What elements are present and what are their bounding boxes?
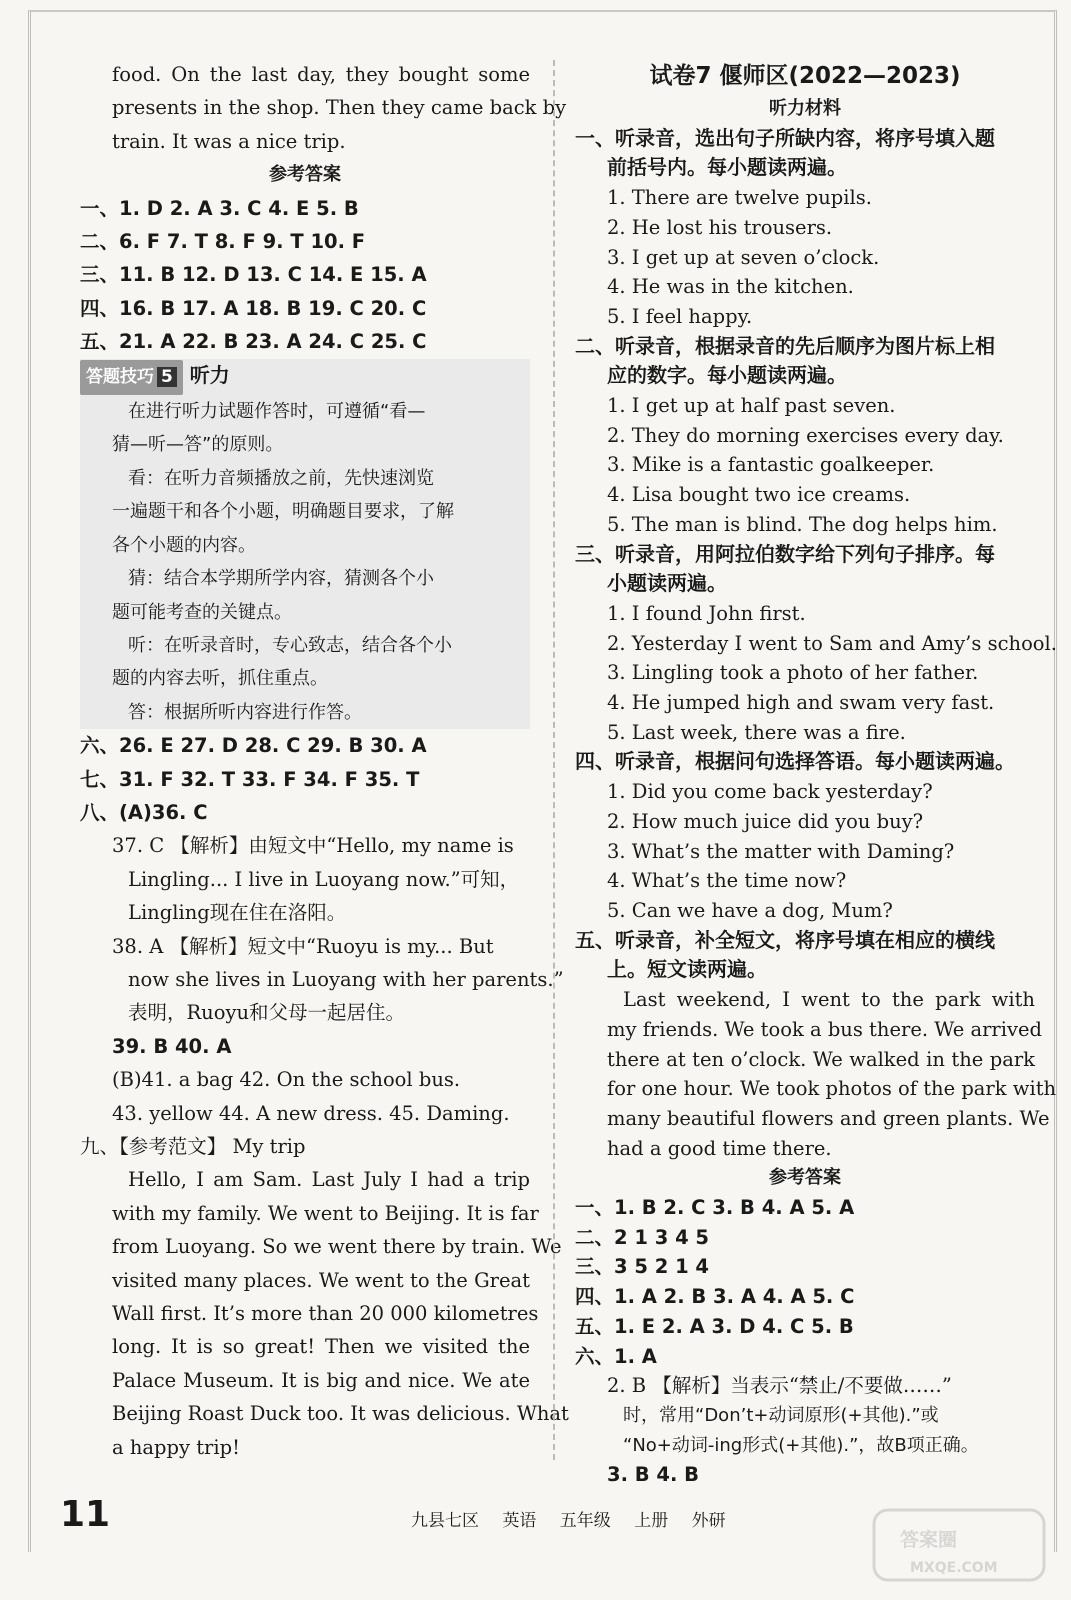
left-line: (B)41. a bag 42. On the school bus.	[112, 1068, 461, 1092]
right-line: 5. Last week, there was a fire.	[607, 720, 906, 744]
column-divider	[553, 60, 555, 1460]
left-line: 题的内容去听，抓住重点。	[80, 662, 530, 695]
right-line: 参考答案	[769, 1167, 841, 1189]
left-line: 在进行听力试题作答时，可遵循“看—	[80, 395, 530, 428]
left-line: a happy trip!	[112, 1435, 240, 1459]
left-line: 四、16. B 17. A 18. B 19. C 20. C	[80, 296, 427, 320]
footer-series: 九县七区 英语 五年级 上册 外研	[411, 1511, 726, 1531]
right-line: 4. What’s the time now?	[607, 869, 847, 893]
right-line: 三、3 5 2 1 4	[575, 1255, 709, 1279]
left-line: 猜—听—答”的原则。	[80, 428, 530, 461]
left-column	[80, 58, 569, 1464]
left-line: 五、21. A 22. B 23. A 24. C 25. C	[80, 330, 427, 354]
left-line: 39. B 40. A	[112, 1034, 232, 1058]
left-line: train. It was a nice trip.	[112, 129, 346, 153]
right-line: 二、2 1 3 4 5	[575, 1225, 709, 1249]
left-line: 38. A 【解析】短文中“Ruoyu is my... But	[112, 934, 494, 958]
right-line: 一、听录音，选出句子所缺内容，将序号填入题	[575, 125, 995, 150]
right-column	[575, 58, 1057, 1490]
left-line: 答：根据所听内容进行作答。	[80, 696, 530, 729]
right-line: “No+动词-ing形式(+其他).”，故B项正确。	[623, 1434, 979, 1456]
left-line: now she lives in Luoyang with her parents.”	[128, 967, 564, 991]
right-line: 四、听录音，根据问句选择答语。每小题读两遍。	[575, 749, 1015, 774]
right-line: 4. Lisa bought two ice creams.	[607, 483, 911, 507]
right-line: 3. Lingling took a photo of her father.	[607, 661, 979, 685]
watermark-url: MXQE.COM	[910, 1560, 998, 1576]
right-line: 5. I feel happy.	[607, 304, 753, 328]
left-line: 一遍题干和各个小题，明确题目要求，了解	[80, 495, 530, 528]
right-line: 2. He lost his trousers.	[607, 215, 833, 239]
watermark-title: 答案圈	[900, 1529, 958, 1551]
right-line: 1. There are twelve pupils.	[607, 186, 872, 210]
left-line: 题可能考查的关键点。	[80, 596, 530, 629]
right-line: 3. What’s the matter with Daming?	[607, 839, 955, 863]
right-line: there at ten o’clock. We walked in the park	[607, 1047, 1035, 1071]
right-line: 听力材料	[769, 98, 841, 119]
right-line: 1. I found John first.	[607, 601, 806, 625]
left-line: 九、【参考范文】 My trip	[80, 1135, 306, 1158]
right-line: 1. Did you come back yesterday?	[607, 780, 933, 804]
right-line: 3. I get up at seven o’clock.	[607, 245, 880, 269]
left-line: 六、26. E 27. D 28. C 29. B 30. A	[80, 734, 427, 758]
right-line: had a good time there.	[607, 1136, 832, 1160]
right-line: 2. Yesterday I went to Sam and Amy’s school.	[607, 631, 1057, 655]
left-line: with my family. We went to Beijing. It is far	[112, 1201, 539, 1225]
right-line: 2. They do morning exercises every day.	[607, 423, 1004, 447]
left-line: 43. yellow 44. A new dress. 45. Daming.	[112, 1101, 510, 1125]
right-line: 一、1. B 2. C 3. B 4. A 5. A	[575, 1196, 855, 1220]
right-line: Last weekend, I went to the park with	[623, 988, 1035, 1012]
right-line: many beautiful flowers and green plants. We	[607, 1106, 1050, 1130]
right-line: 1. I get up at half past seven.	[607, 394, 896, 418]
left-line: 参考答案	[269, 164, 341, 186]
left-line: 七、31. F 32. T 33. F 34. F 35. T	[80, 767, 420, 791]
right-line: 五、1. E 2. A 3. D 4. C 5. B	[575, 1314, 854, 1338]
left-line: visited many places. We went to the Great	[112, 1268, 530, 1292]
right-line: 三、听录音，用阿拉伯数字给下列句子排序。每	[575, 541, 995, 566]
right-line: 前括号内。每小题读两遍。	[607, 155, 847, 180]
left-line: Lingling现在住在洛阳。	[128, 901, 347, 925]
right-line: 时，常用“Don’t+动词原形(+其他).”或	[623, 1404, 939, 1426]
right-line: 五、听录音，补全短文，将序号填在相应的横线	[575, 927, 995, 952]
watermark-logo	[870, 1506, 1050, 1586]
left-line: from Luoyang. So we went there by train. We	[112, 1235, 562, 1259]
left-line: 各个小题的内容。	[80, 529, 530, 562]
left-line: 听：在听录音时，专心致志，结合各个小	[80, 629, 530, 662]
left-line: Beijing Roast Duck too. It was delicious. What	[112, 1402, 569, 1426]
right-line: for one hour. We took photos of the park with	[607, 1077, 1057, 1101]
right-line: 5. The man is blind. The dog helps him.	[607, 512, 998, 536]
right-line: 5. Can we have a dog, Mum?	[607, 898, 893, 922]
left-line: 看：在听力音频播放之前，先快速浏览	[80, 462, 530, 495]
left-line: 三、11. B 12. D 13. C 14. E 15. A	[80, 263, 427, 287]
right-line: 3. Mike is a fantastic goalkeeper.	[607, 453, 935, 477]
right-line: 二、听录音，根据录音的先后顺序为图片标上相	[575, 333, 995, 358]
right-line: 应的数字。每小题读两遍。	[607, 363, 847, 388]
tip-heading: 听力	[182, 362, 230, 387]
tip-badge	[80, 360, 183, 395]
left-line: 表明，Ruoyu和父母一起居住。	[128, 1001, 406, 1025]
tip-badge-number: 5	[157, 367, 177, 387]
left-line: Hello, I am Sam. Last July I had a trip	[128, 1168, 530, 1192]
left-line: 八、(A)36. C	[80, 800, 208, 824]
right-line: 小题读两遍。	[607, 571, 727, 596]
right-line: 六、1. A	[575, 1344, 657, 1368]
tip-badge-label: 答题技巧	[86, 366, 154, 387]
left-line: 37. C 【解析】由短文中“Hello, my name is	[112, 834, 514, 858]
left-line: 一、1. D 2. A 3. C 4. E 5. B	[80, 196, 359, 220]
left-line: Wall first. It’s more than 20 000 kilometres	[112, 1302, 539, 1326]
right-line: 上。短文读两遍。	[607, 957, 767, 982]
left-line: 猜：结合本学期所学内容，猜测各个小	[80, 562, 530, 595]
right-line: 4. He was in the kitchen.	[607, 275, 854, 299]
left-line: 二、6. F 7. T 8. F 9. T 10. F	[80, 230, 366, 254]
right-line: my friends. We took a bus there. We arrived	[607, 1017, 1042, 1041]
right-line: 四、1. A 2. B 3. A 4. A 5. C	[575, 1285, 855, 1309]
right-line: 3. B 4. B	[607, 1463, 700, 1487]
right-line: 2. How much juice did you buy?	[607, 809, 924, 833]
left-line: food. On the last day, they bought some	[112, 63, 530, 86]
left-line: Palace Museum. It is big and nice. We ate	[112, 1368, 530, 1392]
left-line	[80, 359, 530, 395]
left-line: long. It is so great! Then we visited the	[112, 1335, 530, 1359]
right-line: 2. B 【解析】当表示“禁止/不要做……”	[607, 1374, 952, 1398]
page-number: 11	[60, 1494, 111, 1535]
exam-title: 试卷7 偃师区(2022—2023)	[649, 63, 961, 89]
left-line: Lingling... I live in Luoyang now.”可知，	[128, 867, 520, 891]
right-line: 4. He jumped high and swam very fast.	[607, 691, 995, 715]
left-line: presents in the shop. Then they came back by	[112, 96, 567, 120]
